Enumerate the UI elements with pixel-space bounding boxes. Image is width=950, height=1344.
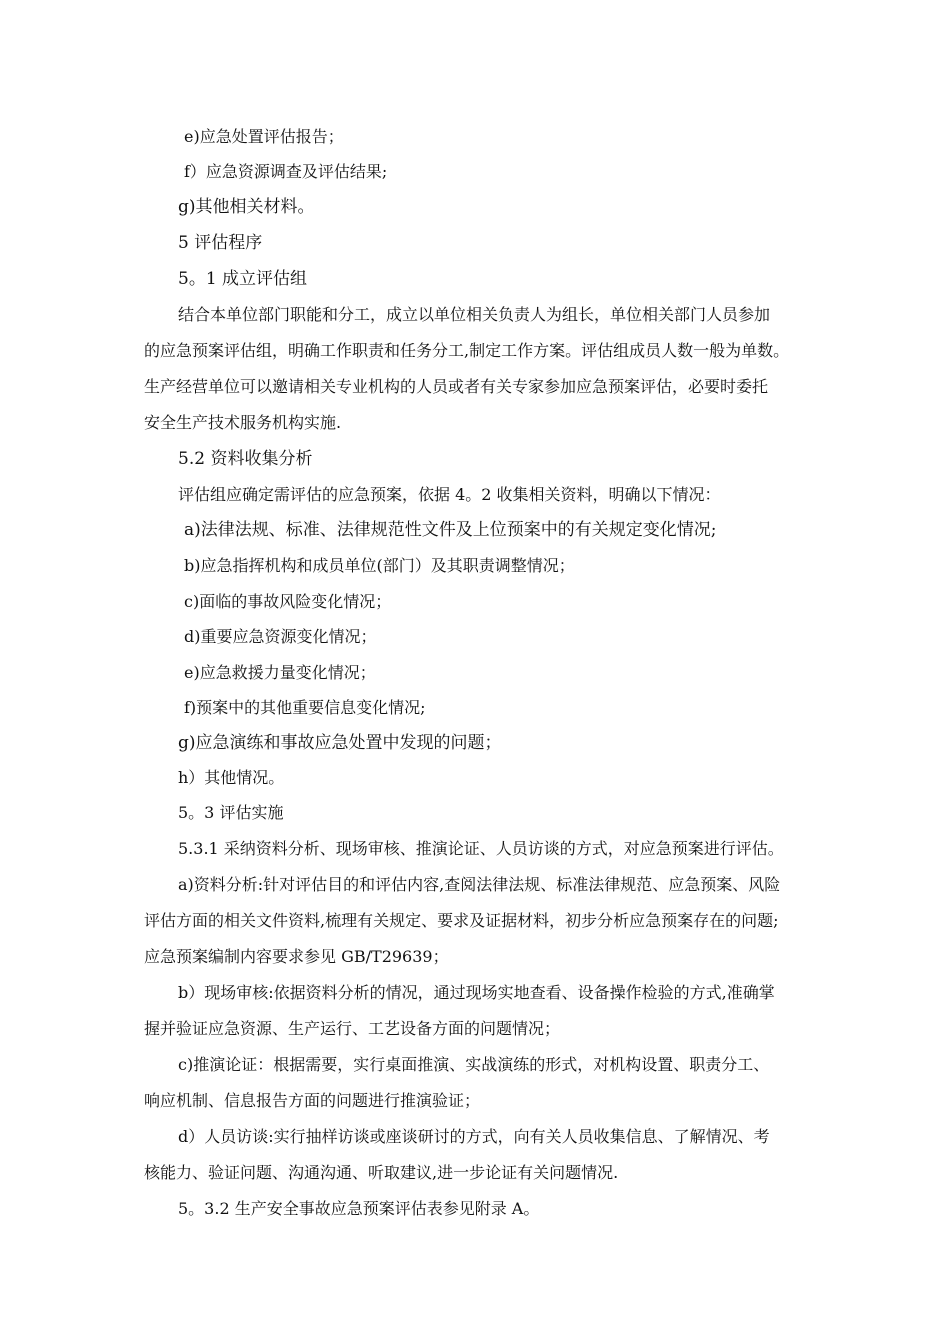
list-item-g-other-materials: g)其他相关材料。 <box>178 197 315 217</box>
paragraph-line: a)资料分析:针对评估目的和评估内容,查阅法律法规、标准法律规范、应急预案、风险 <box>178 875 781 894</box>
section-heading-5-2: 5.2 资料收集分析 <box>178 449 313 469</box>
section-heading-5: 5 评估程序 <box>178 233 263 253</box>
list-item-c: c)面临的事故风险变化情况； <box>184 592 392 611</box>
paragraph-line: d）人员访谈:实行抽样访谈或座谈研讨的方式，向有关人员收集信息、了解情况、考 <box>178 1127 770 1146</box>
paragraph-line: 生产经营单位可以邀请相关专业机构的人员或者有关专家参加应急预案评估，必要时委托 <box>144 377 769 396</box>
paragraph-line: 评估方面的相关文件资料,梳理有关规定、要求及证据材料，初步分析应急预案存在的问题; <box>144 911 779 930</box>
list-item-f: f)预案中的其他重要信息变化情况; <box>184 698 426 717</box>
paragraph-line: 核能力、验证问题、沟通沟通、听取建议,进一步论证有关问题情况. <box>144 1163 619 1182</box>
paragraph-line: b）现场审核:依据资料分析的情况，通过现场实地查看、设备操作检验的方式,准确掌 <box>178 983 775 1002</box>
list-item-g: g)应急演练和事故应急处置中发现的问题； <box>178 733 502 753</box>
paragraph-line: 安全生产技术服务机构实施. <box>144 413 342 432</box>
paragraph-line: 结合本单位部门职能和分工，成立以单位相关负责人为组长，单位相关部门人员参加 <box>178 305 771 324</box>
section-heading-5-1: 5。1 成立评估组 <box>178 269 308 289</box>
list-item-f-resource-survey: f）应急资源调查及评估结果; <box>184 162 388 181</box>
paragraph-line: 握并验证应急资源、生产运行、工艺设备方面的问题情况； <box>144 1019 561 1038</box>
list-item-d: d)重要应急资源变化情况； <box>184 627 377 646</box>
list-item-h: h）其他情况。 <box>178 768 285 787</box>
paragraph-line: 5.3.1 采纳资料分析、现场审核、推演论证、人员访谈的方式，对应急预案进行评估。 <box>178 839 784 858</box>
list-item-b: b)应急指挥机构和成员单位(部门）及其职责调整情况； <box>184 556 575 575</box>
paragraph-line: 应急预案编制内容要求参见 GB/T29639； <box>144 947 449 966</box>
paragraph-line: 评估组应确定需评估的应急预案，依据 4。2 收集相关资料，明确以下情况： <box>178 485 721 504</box>
list-item-e: e)应急救援力量变化情况； <box>184 663 376 682</box>
paragraph-line: 5。3.2 生产安全事故应急预案评估表参见附录 A。 <box>178 1199 540 1218</box>
paragraph-line: 响应机制、信息报告方面的问题进行推演验证； <box>144 1091 481 1110</box>
list-item-e-disposal-report: e)应急处置评估报告； <box>184 127 344 146</box>
section-heading-5-3: 5。3 评估实施 <box>178 803 284 822</box>
paragraph-line: c)推演论证：根据需要，实行桌面推演、实战演练的形式，对机构设置、职责分工、 <box>178 1055 770 1074</box>
list-item-a: a)法律法规、标准、法律规范性文件及上位预案中的有关规定变化情况; <box>184 520 717 540</box>
paragraph-line: 的应急预案评估组，明确工作职责和任务分工,制定工作方案。评估组成员人数一般为单数。 <box>144 341 790 360</box>
